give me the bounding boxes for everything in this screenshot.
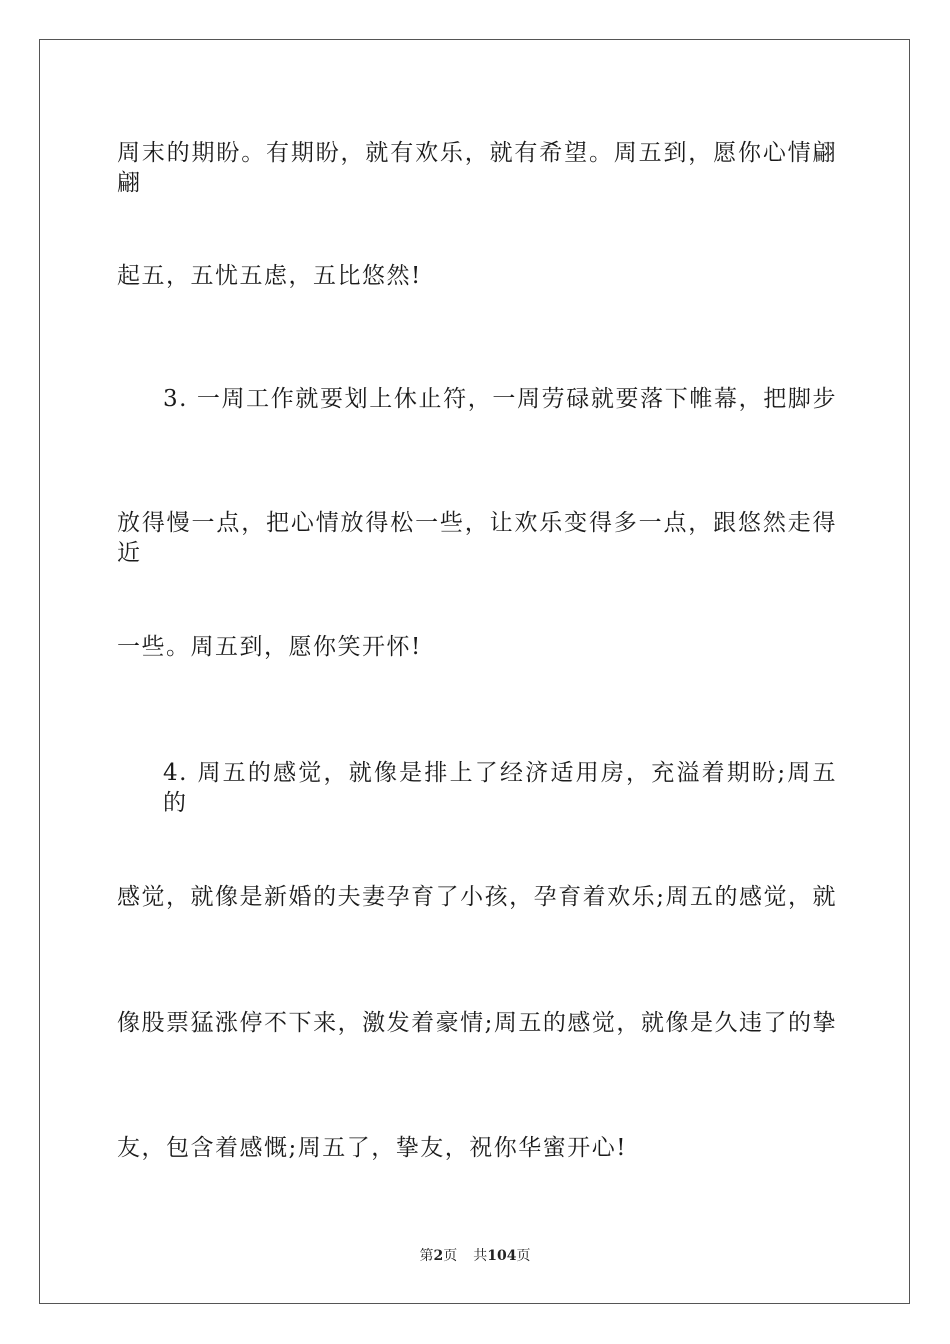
footer-total-pages: 104: [487, 1248, 517, 1264]
footer-total-suffix: 页: [516, 1248, 531, 1264]
body-line-1: 周末的期盼。有期盼，就有欢乐，就有希望。周五到，愿你心情翩翩: [117, 140, 837, 196]
body-line-2: 起五，五忧五虑，五比悠然!: [117, 263, 422, 289]
body-line-8: 像股票猛涨停不下来，激发着豪情;周五的感觉，就像是久违了的挚: [117, 1010, 837, 1036]
body-line-6-paragraph-start: 4. 周五的感觉，就像是排上了经济适用房，充溢着期盼;周五的: [163, 760, 837, 816]
page-footer: [0, 1247, 950, 1265]
body-line-4: 放得慢一点，把心情放得松一些，让欢乐变得多一点，跟悠然走得近: [117, 510, 837, 566]
footer-page-suffix: 页: [443, 1248, 458, 1264]
footer-page-number: 2: [433, 1248, 444, 1264]
body-line-3-paragraph-start: 3. 一周工作就要划上休止符，一周劳碌就要落下帷幕，把脚步: [163, 386, 837, 412]
footer-page-prefix: 第: [419, 1248, 434, 1264]
body-line-9: 友，包含着感慨;周五了，挚友，祝你华蜜开心!: [117, 1135, 627, 1161]
footer-total-prefix: 共: [473, 1248, 488, 1264]
page-border: [39, 39, 910, 1304]
body-line-7: 感觉，就像是新婚的夫妻孕育了小孩，孕育着欢乐;周五的感觉，就: [117, 884, 837, 910]
body-line-5: 一些。周五到，愿你笑开怀!: [117, 634, 422, 660]
